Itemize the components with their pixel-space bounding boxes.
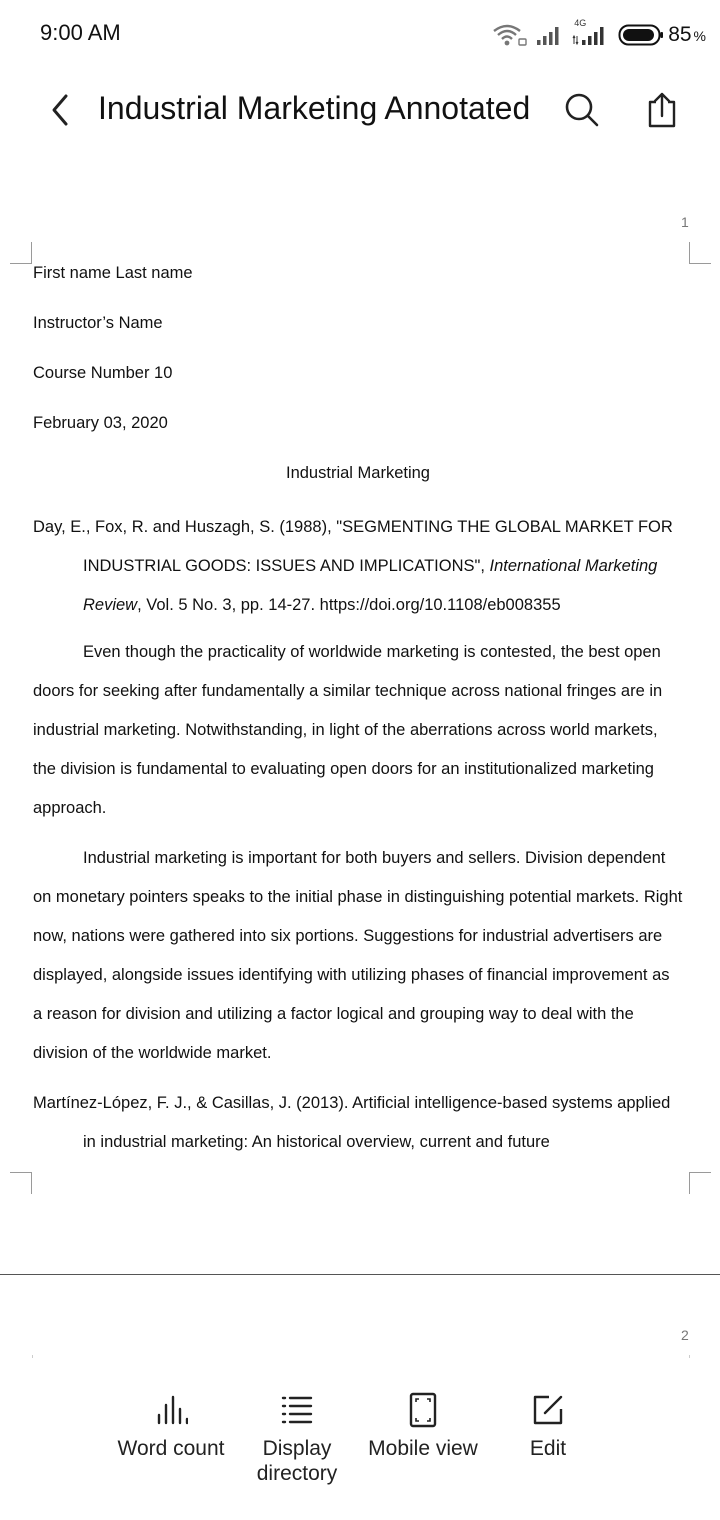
page-corner-bottom-right: [689, 1172, 711, 1194]
instructor-name: Instructor’s Name: [33, 314, 163, 332]
document-date: February 03, 2020: [33, 414, 168, 432]
page-divider: [0, 1274, 720, 1275]
share-icon: [644, 90, 680, 130]
page-corner-top-right: [689, 242, 711, 264]
page-number-1: 1: [681, 214, 689, 230]
course-number: Course Number 10: [33, 364, 173, 382]
essay-title: Industrial Marketing: [286, 464, 430, 482]
word-count-label: Word count: [117, 1437, 225, 1460]
document-title: Industrial Marketing Annotated: [98, 90, 531, 126]
mobile-view-icon: [405, 1392, 441, 1428]
status-bar: [0, 0, 720, 70]
body-paragraph: Industrial marketing is important for both buyers and sellers. Division dependent on monetary pointers speaks to the initial phase in distinguishing potential markets. Right now, nations were gathered into six portions. Suggestions for industrial advertisers are displayed, alongside issues identifying with utilizing phases of financial improvement as a reason for division and utilizing a factor logical and grouping way to deal with the division of the worldwide market.: [33, 849, 683, 1062]
page-corner-top-left: [10, 242, 32, 264]
back-button[interactable]: [40, 90, 80, 130]
edit-button[interactable]: [508, 1392, 588, 1461]
header: [0, 78, 720, 142]
document-body[interactable]: [33, 258, 683, 1162]
mobile-view-label: Mobile view: [368, 1437, 478, 1460]
signal-icon: [536, 24, 564, 46]
display-directory-icon: [279, 1392, 315, 1428]
mobile-view-button[interactable]: [362, 1392, 484, 1461]
battery-percentage: 85 %: [668, 23, 706, 46]
reference-entry: Martínez-López, F. J., & Casillas, J. (2013). Artificial intelligence-based systems applied in industrial marketing: An historical overview, current and future: [33, 1094, 671, 1151]
edit-icon: [530, 1392, 566, 1428]
reference-entry: Day, E., Fox, R. and Huszagh, S. (1988), "SEGMENTING THE GLOBAL MARKET FOR INDUSTRIAL GOODS: ISSUES AND IMPLICATIONS", International Marketing Review, Vol. 5 No. 3, pp. 14-27. https://doi.org/10.1108/eb008355: [33, 518, 673, 614]
back-arrow-icon: [48, 92, 72, 128]
word-count-icon: [153, 1392, 189, 1428]
display-directory-button[interactable]: [247, 1392, 347, 1486]
share-button[interactable]: [640, 88, 684, 132]
bottom-toolbar: [0, 1358, 720, 1520]
page-corner-bottom-left: [10, 1172, 32, 1194]
signal-4g-icon: [572, 18, 610, 46]
page-number-2: 2: [681, 1327, 689, 1343]
status-time: 9:00 AM: [40, 20, 121, 45]
word-count-button[interactable]: [110, 1392, 232, 1461]
network-label: 4G: [574, 18, 587, 28]
journal-title: International Marketing Review: [83, 557, 658, 614]
author-name: First name Last name: [33, 264, 193, 282]
wifi-icon: [492, 22, 528, 48]
display-directory-label: Display directory: [256, 1437, 338, 1485]
search-icon: [562, 90, 602, 130]
body-paragraph: Even though the practicality of worldwide marketing is contested, the best open doors for seeking after fundamentally a similar technique across national fringes are in industrial marketing. Notwithstanding, in light of the aberrations across world markets, the division is fundamental to evaluating open doors for an institutionalized marketing approach.: [33, 643, 663, 817]
status-icons: [484, 20, 706, 50]
search-button[interactable]: [560, 88, 604, 132]
battery-icon: [618, 23, 664, 47]
edit-label: Edit: [529, 1437, 567, 1460]
